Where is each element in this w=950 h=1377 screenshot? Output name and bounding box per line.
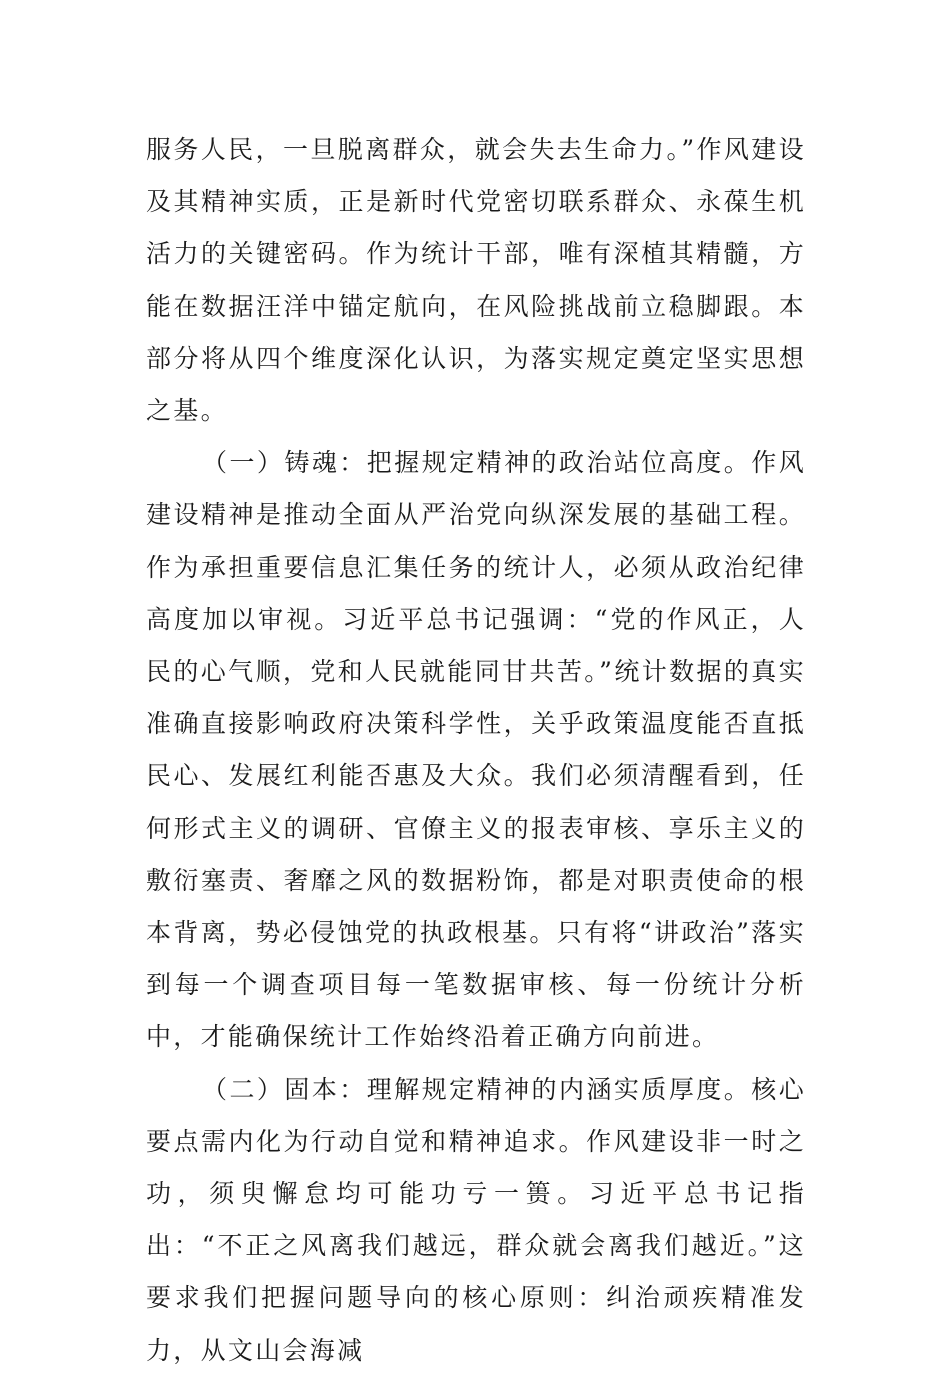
paragraph-section-two: （二）固本：理解规定精神的内涵实质厚度。核心要点需内化为行动自觉和精神追求。作风建设非一时之功，须臾懈怠均可能功亏一篑。习近平总书记指出：“不正之风离我们越远，群众就会离我们越近。”这要求我们把握问题导向的核心原则：纠治顽疾精准发力，从文山会海减 [146,1074,806,1365]
paragraph-section-one: （一）铸魂：把握规定精神的政治站位高度。作风建设精神是推动全面从严治党向纵深发展的基础工程。作为承担重要信息汇集任务的统计人，必须从政治纪律高度加以审视。习近平总书记强调：“党的作风正，人民的心气顺，党和人民就能同甘共苦。”统计数据的真实准确直接影响政府决策科学性，关乎政策温度能否直抵民心、发展红利能否惠及大众。我们必须清醒看到，任何形式主义的调研、官僚主义的报表审核、享乐主义的敷衍塞责、奢靡之风的数据粉饰，都是对职责使命的根本背离，势必侵蚀党的执政根基。只有将“讲政治”落实到每一个调查项目每一笔数据审核、每一份统计分析中，才能确保统计工作始终沿着正确方向前进。 [146,448,806,1052]
document-body [146,124,806,1377]
paragraph-intro-continuation: 服务人民，一旦脱离群众，就会失去生命力。”作风建设及其精神实质，正是新时代党密切联系群众、永葆生机活力的关键密码。作为统计干部，唯有深植其精髓，方能在数据汪洋中锚定航向，在风险挑战前立稳脚跟。本部分将从四个维度深化认识，为落实规定奠定坚实思想之基。 [146,135,806,426]
